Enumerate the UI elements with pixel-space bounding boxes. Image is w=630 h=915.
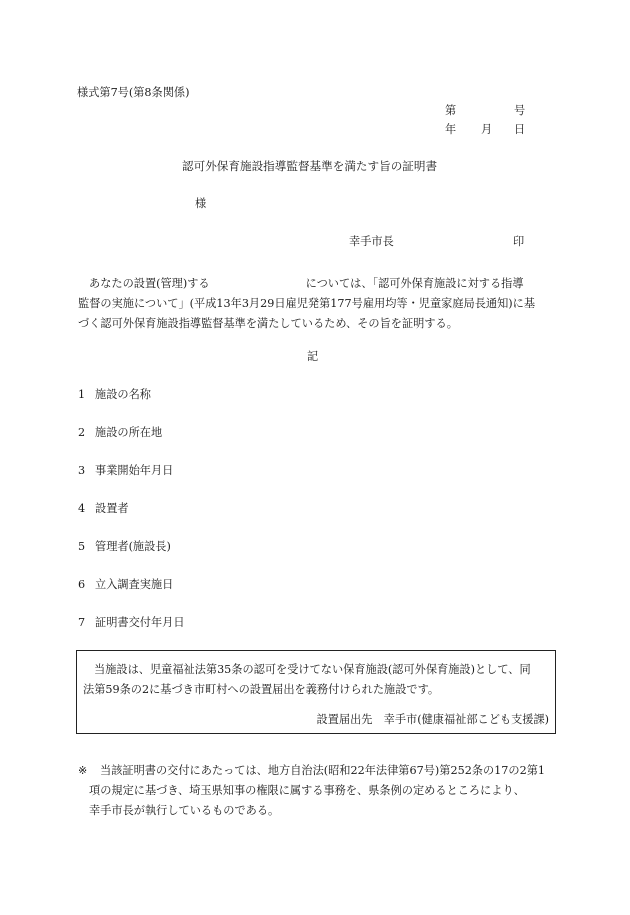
doc-number-prefix: 第 — [445, 104, 457, 117]
addressee-suffix: 様 — [195, 197, 207, 210]
reference-mark-icon: ※ — [78, 764, 88, 777]
notice-text — [83, 660, 551, 700]
item-label: 立入調査実施日 — [95, 578, 174, 591]
item-manager — [78, 541, 171, 552]
issuer-name: 幸手市長 — [349, 235, 394, 248]
item-label: 事業開始年月日 — [95, 464, 174, 477]
body-line-1a: あなたの設置(管理)する — [89, 277, 210, 290]
notice-line-1: 当施設は、児童福祉法第35条の認可を受けてない保育施設(認可外保育施設)として、同 — [94, 663, 531, 676]
item-number: 3 — [78, 464, 86, 477]
notice-line-2: 法第59条の2に基づき市町村への設置届出を義務付けられた施設です。 — [83, 683, 440, 696]
footnote-line-2: 項の規定に基づき、埼玉県知事の権限に属する事務を、県条例の定めるところにより、 — [89, 784, 525, 797]
item-inspection-date — [78, 579, 173, 590]
item-number: 5 — [78, 540, 86, 553]
ki-heading: 記 — [307, 350, 319, 363]
certification-body — [78, 274, 558, 334]
item-number: 6 — [78, 578, 86, 591]
form-number: 様式第7号(第8条関係) — [77, 86, 190, 99]
date-year: 年 — [445, 123, 457, 136]
item-label: 管理者(施設長) — [95, 540, 171, 553]
footnote-line-1 — [78, 761, 558, 781]
doc-number-suffix: 号 — [514, 104, 526, 117]
footnote-line-1-text: 当該証明書の交付にあたっては、地方自治法(昭和22年法律第67号)第252条の17の2第1 — [100, 764, 546, 777]
notice-destination: 設置届出先 幸手市(健康福祉部こども支援課) — [316, 713, 549, 726]
item-number: 7 — [78, 616, 86, 629]
body-line-1 — [78, 274, 558, 294]
body-line-3: づく認可外保育施設指導監督基準を満たしているため、その旨を証明する。 — [78, 317, 458, 330]
item-label: 施設の名称 — [95, 388, 151, 401]
body-line-1b: については、「認可外保育施設に対する指導 — [305, 277, 524, 290]
item-number: 4 — [78, 502, 86, 515]
date-month: 月 — [481, 123, 493, 136]
document-title: 認可外保育施設指導監督基準を満たす旨の証明書 — [182, 159, 438, 173]
item-label: 設置者 — [95, 502, 129, 515]
item-number: 1 — [78, 388, 86, 401]
item-facility-address — [78, 427, 162, 438]
date-day: 日 — [514, 123, 526, 136]
item-founder — [78, 503, 129, 514]
item-label: 施設の所在地 — [95, 426, 163, 439]
item-issue-date — [78, 617, 185, 628]
item-number: 2 — [78, 426, 86, 439]
item-label: 証明書交付年月日 — [95, 616, 185, 629]
footnote-line-3: 幸手市長が執行しているものである。 — [89, 804, 280, 817]
notice-box — [76, 650, 556, 734]
item-start-date — [78, 465, 173, 476]
seal-mark: 印 — [513, 235, 525, 248]
footnote — [78, 761, 558, 821]
body-line-2: 監督の実施について」(平成13年3月29日雇児発第177号雇用均等・児童家庭局長通知)に基 — [78, 297, 536, 310]
item-facility-name — [78, 389, 151, 400]
